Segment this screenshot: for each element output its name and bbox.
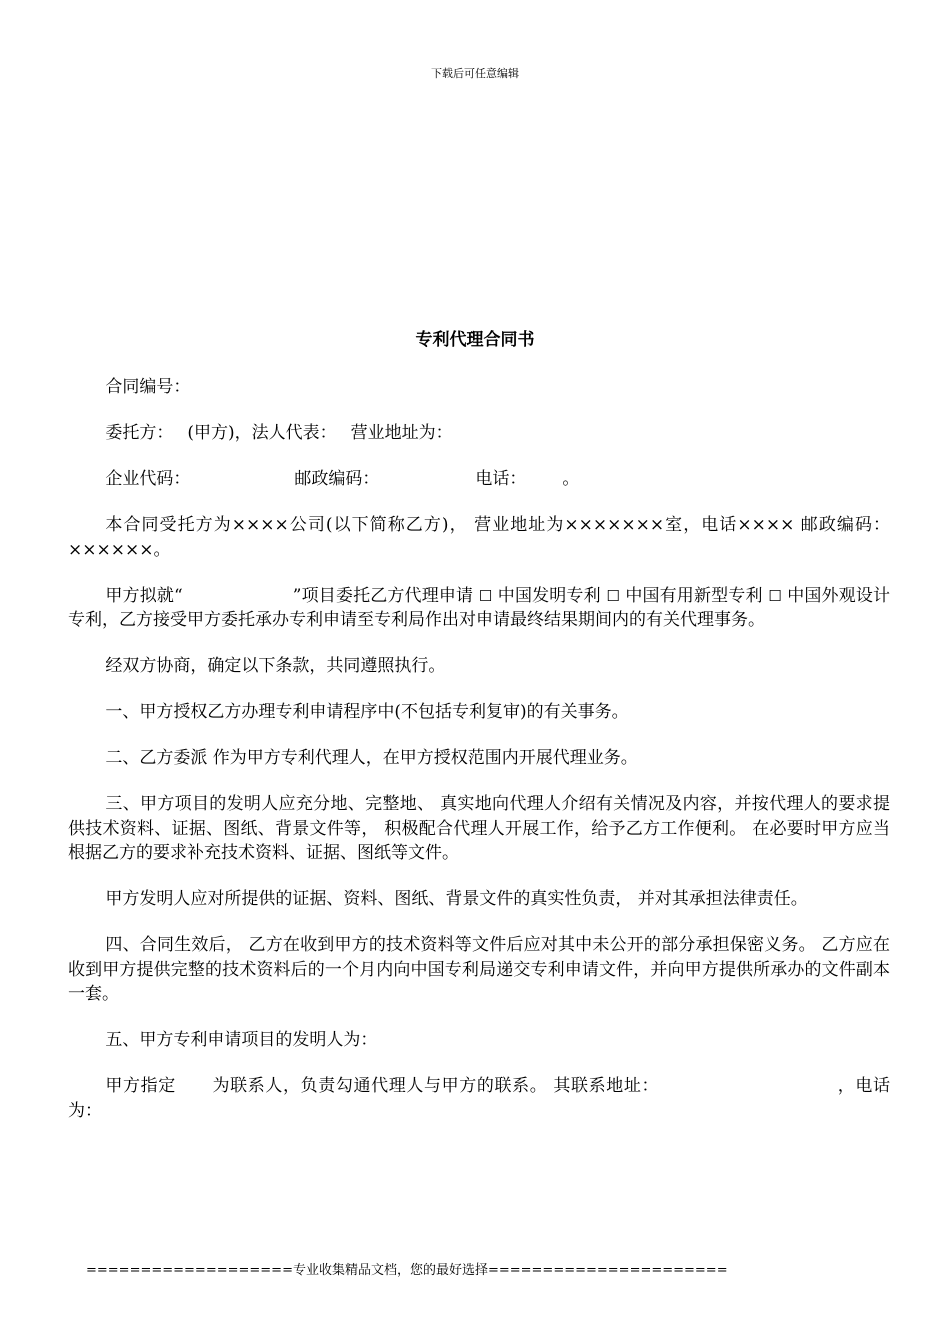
phone-label: 电话：	[475, 469, 527, 489]
codes-line-end: 。	[562, 469, 580, 489]
entrust-text-after: ”项目委托乙方代理申请	[292, 585, 479, 606]
contact-text-before: 甲方指定	[105, 1076, 176, 1096]
codes-line	[68, 467, 890, 492]
contact-phone-label: 电话为：	[68, 1076, 891, 1121]
clause-4: 四、合同生效后， 乙方在收到甲方的技术资料等文件后应对其中未公开的部分承担保密义务。 乙方应在收到甲方提供完整的技术资料后的一个月内向中国专利局递交专利申请文件，并向甲方提供所承办的文件副本一套。	[68, 935, 890, 1004]
entrust-text-before: 甲方拟就“	[105, 585, 183, 606]
agent-paragraph: 本合同受托方为××××公司(以下简称乙方)， 营业地址为×××××××室，电话×××× 邮政编码：××××××。	[68, 515, 890, 560]
party-a-label: (甲方)，法人代表：	[187, 423, 337, 443]
client-line	[68, 421, 890, 446]
client-label: 委托方：	[105, 423, 174, 443]
design-patent-label: 中国外观设计专利，乙方接受甲方委托承办专利申请至专利局作出对申请最终结果期间内的有关代理事务。	[68, 585, 891, 630]
contract-number-line	[68, 375, 890, 400]
header-note: 下载后可任意编辑	[431, 67, 519, 80]
invention-patent-label: 中国发明专利	[492, 585, 607, 606]
contact-text-middle: 为联系人，负责勾通代理人与甲方的联系。 其联系地址：	[211, 1076, 660, 1096]
design-patent-checkbox[interactable]: ☐	[768, 586, 782, 605]
clause-3: 三、甲方项目的发明人应充分地、完整地、 真实地向代理人介绍有关情况及内容，并按代理人的要求提供技术资料、证据、图纸、背景文件等， 积极配合代理人开展工作，给予乙方工作便利。 在必要时甲方应当根据乙方的要求补充技术资料、证据、图纸等文件。	[68, 794, 890, 863]
utility-model-checkbox[interactable]: ☐	[606, 586, 620, 605]
document-body	[68, 375, 890, 1145]
document-title: 专利代理合同书	[415, 330, 535, 350]
invention-patent-checkbox[interactable]: ☐	[478, 586, 493, 605]
clause-2: 二、乙方委派 作为甲方专利代理人，在甲方授权范围内开展代理业务。	[105, 748, 638, 768]
clause-5: 五、甲方专利申请项目的发明人为：	[105, 1030, 378, 1050]
enterprise-code-label: 企业代码：	[105, 469, 191, 489]
footer-note: ===================专业收集精品文档，您的最好选择======================	[86, 1263, 728, 1278]
business-address-label: 营业地址为：	[350, 423, 453, 443]
contact-comma: ，	[837, 1076, 856, 1096]
entrust-paragraph	[68, 584, 890, 633]
postal-code-label: 邮政编码：	[294, 469, 380, 489]
clause-3-supplement: 甲方发明人应对所提供的证据、资料、图纸、背景文件的真实性负责， 并对其承担法律责任。	[105, 889, 808, 909]
utility-model-label: 中国有用新型专利	[619, 585, 769, 606]
contact-paragraph	[68, 1074, 890, 1123]
clause-1: 一、甲方授权乙方办理专利申请程序中(不包括专利复审)的有关事务。	[105, 702, 629, 722]
contract-number-label: 合同编号：	[105, 377, 191, 397]
agreement-paragraph: 经双方协商，确定以下条款，共同遵照执行。	[105, 656, 446, 676]
